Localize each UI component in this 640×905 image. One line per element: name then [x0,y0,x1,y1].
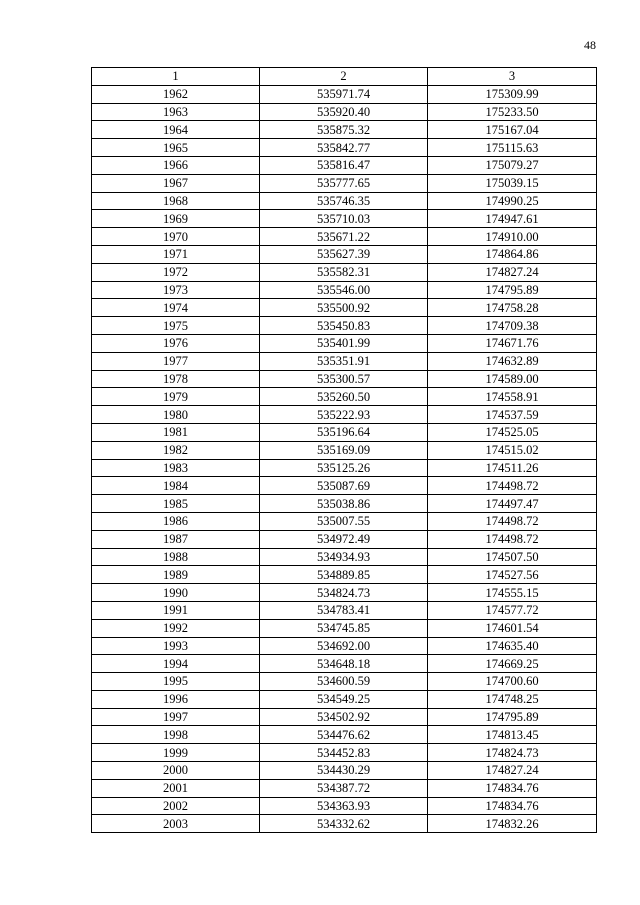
table-cell: 535222.93 [260,406,428,424]
table-cell: 1995 [92,673,260,691]
table-cell: 1970 [92,228,260,246]
table-cell: 174709.38 [428,317,597,335]
table-cell: 1994 [92,655,260,673]
table-cell: 175079.27 [428,156,597,174]
header-row [92,68,597,86]
table-cell: 2001 [92,779,260,797]
table-cell: 174947.61 [428,210,597,228]
table-cell: 535125.26 [260,459,428,477]
table-cell: 535842.77 [260,139,428,157]
table-body [92,85,597,832]
table-cell: 535007.55 [260,512,428,530]
table-cell: 1980 [92,406,260,424]
table-cell: 535875.32 [260,121,428,139]
table-cell: 1972 [92,263,260,281]
table-cell: 1981 [92,423,260,441]
table-row [92,726,597,744]
table-row [92,530,597,548]
table-cell: 1975 [92,317,260,335]
table-cell: 535920.40 [260,103,428,121]
table-cell: 174527.56 [428,566,597,584]
table-cell: 535300.57 [260,370,428,388]
table-cell: 1988 [92,548,260,566]
table-cell: 174990.25 [428,192,597,210]
table-cell: 1974 [92,299,260,317]
table-cell: 1965 [92,139,260,157]
table-row [92,156,597,174]
table-cell: 174669.25 [428,655,597,673]
table-cell: 1989 [92,566,260,584]
table-cell: 174827.24 [428,762,597,780]
table-cell: 1983 [92,459,260,477]
table-cell: 2003 [92,815,260,833]
table-cell: 534934.93 [260,548,428,566]
table-row [92,441,597,459]
table-cell: 534648.18 [260,655,428,673]
table-cell: 175167.04 [428,121,597,139]
table-cell: 174795.89 [428,708,597,726]
table-cell: 174748.25 [428,690,597,708]
table-cell: 1985 [92,495,260,513]
column-header: 3 [428,68,597,86]
table-cell: 1996 [92,690,260,708]
table-cell: 1971 [92,245,260,263]
table-row [92,423,597,441]
data-table [91,67,597,833]
table-cell: 174635.40 [428,637,597,655]
table-row [92,708,597,726]
table-row [92,477,597,495]
table-row [92,406,597,424]
table-row [92,690,597,708]
table-cell: 174758.28 [428,299,597,317]
table-cell: 534476.62 [260,726,428,744]
page-number: 48 [584,38,596,52]
table-cell: 1962 [92,85,260,103]
table-cell: 174589.00 [428,370,597,388]
table-cell: 535746.35 [260,192,428,210]
table-cell: 174827.24 [428,263,597,281]
table-row [92,744,597,762]
table-cell: 534363.93 [260,797,428,815]
table-cell: 174864.86 [428,245,597,263]
table-row [92,762,597,780]
table-cell: 174558.91 [428,388,597,406]
table-cell: 1997 [92,708,260,726]
table-row [92,192,597,210]
table-cell: 174671.76 [428,334,597,352]
table-row [92,281,597,299]
table-cell: 535169.09 [260,441,428,459]
table-cell: 534430.29 [260,762,428,780]
table-cell: 1982 [92,441,260,459]
table-header [92,68,597,86]
table-cell: 1963 [92,103,260,121]
table-row [92,334,597,352]
table-cell: 534549.25 [260,690,428,708]
table-cell: 174795.89 [428,281,597,299]
table-cell: 175115.63 [428,139,597,157]
table-cell: 174498.72 [428,477,597,495]
table-cell: 534600.59 [260,673,428,691]
table-row [92,352,597,370]
table-cell: 1987 [92,530,260,548]
table-cell: 1969 [92,210,260,228]
table-cell: 174577.72 [428,601,597,619]
table-cell: 1998 [92,726,260,744]
table-cell: 175309.99 [428,85,597,103]
table-cell: 174498.72 [428,530,597,548]
table-cell: 175233.50 [428,103,597,121]
table-cell: 1986 [92,512,260,530]
table-cell: 535351.91 [260,352,428,370]
table-row [92,584,597,602]
table-cell: 174824.73 [428,744,597,762]
table-row [92,299,597,317]
table-cell: 174497.47 [428,495,597,513]
table-cell: 535671.22 [260,228,428,246]
table-cell: 1990 [92,584,260,602]
table-cell: 174632.89 [428,352,597,370]
table-row [92,637,597,655]
table-cell: 174601.54 [428,619,597,637]
table-row [92,815,597,833]
table-row [92,103,597,121]
table-cell: 174910.00 [428,228,597,246]
table-cell: 174555.15 [428,584,597,602]
table-row [92,388,597,406]
table-row [92,317,597,335]
table-row [92,601,597,619]
table-cell: 1991 [92,601,260,619]
table-row [92,263,597,281]
table-row [92,673,597,691]
table-cell: 534452.83 [260,744,428,762]
table-cell: 535710.03 [260,210,428,228]
table-cell: 1977 [92,352,260,370]
table-cell: 174507.50 [428,548,597,566]
table-row [92,139,597,157]
table-cell: 535627.39 [260,245,428,263]
table-row [92,619,597,637]
table-cell: 175039.15 [428,174,597,192]
table-cell: 174700.60 [428,673,597,691]
table-cell: 1984 [92,477,260,495]
table-cell: 174832.26 [428,815,597,833]
table-row [92,174,597,192]
table-cell: 1993 [92,637,260,655]
table-cell: 1999 [92,744,260,762]
table-cell: 174498.72 [428,512,597,530]
table-cell: 174525.05 [428,423,597,441]
table-cell: 174834.76 [428,797,597,815]
table-cell: 174813.45 [428,726,597,744]
table-cell: 534745.85 [260,619,428,637]
table-cell: 535971.74 [260,85,428,103]
table-cell: 1968 [92,192,260,210]
table-cell: 535401.99 [260,334,428,352]
table-cell: 535500.92 [260,299,428,317]
table-cell: 1966 [92,156,260,174]
table-cell: 535582.31 [260,263,428,281]
table-row [92,370,597,388]
table-cell: 1967 [92,174,260,192]
table-row [92,512,597,530]
table-row [92,495,597,513]
table-cell: 534502.92 [260,708,428,726]
table-cell: 535777.65 [260,174,428,192]
table-cell: 174537.59 [428,406,597,424]
table-row [92,228,597,246]
table-cell: 534387.72 [260,779,428,797]
column-header: 2 [260,68,428,86]
table-row [92,121,597,139]
table-cell: 1976 [92,334,260,352]
table-row [92,85,597,103]
table-row [92,210,597,228]
table-row [92,655,597,673]
table-cell: 535087.69 [260,477,428,495]
table-cell: 534692.00 [260,637,428,655]
table-cell: 535260.50 [260,388,428,406]
table-cell: 1973 [92,281,260,299]
table-cell: 535450.83 [260,317,428,335]
table-cell: 534824.73 [260,584,428,602]
table-row [92,548,597,566]
table-row [92,797,597,815]
table-cell: 534889.85 [260,566,428,584]
table-cell: 535196.64 [260,423,428,441]
table-cell: 535038.86 [260,495,428,513]
column-header: 1 [92,68,260,86]
table-cell: 534783.41 [260,601,428,619]
table-cell: 535546.00 [260,281,428,299]
table-cell: 1992 [92,619,260,637]
table-cell: 174511.26 [428,459,597,477]
table-cell: 534332.62 [260,815,428,833]
table-cell: 534972.49 [260,530,428,548]
table-cell: 2002 [92,797,260,815]
table-cell: 174515.02 [428,441,597,459]
table-cell: 174834.76 [428,779,597,797]
table-row [92,245,597,263]
table-cell: 1978 [92,370,260,388]
table-row [92,779,597,797]
table-cell: 1964 [92,121,260,139]
table-cell: 2000 [92,762,260,780]
table-cell: 1979 [92,388,260,406]
table-row [92,459,597,477]
table-cell: 535816.47 [260,156,428,174]
table-row [92,566,597,584]
